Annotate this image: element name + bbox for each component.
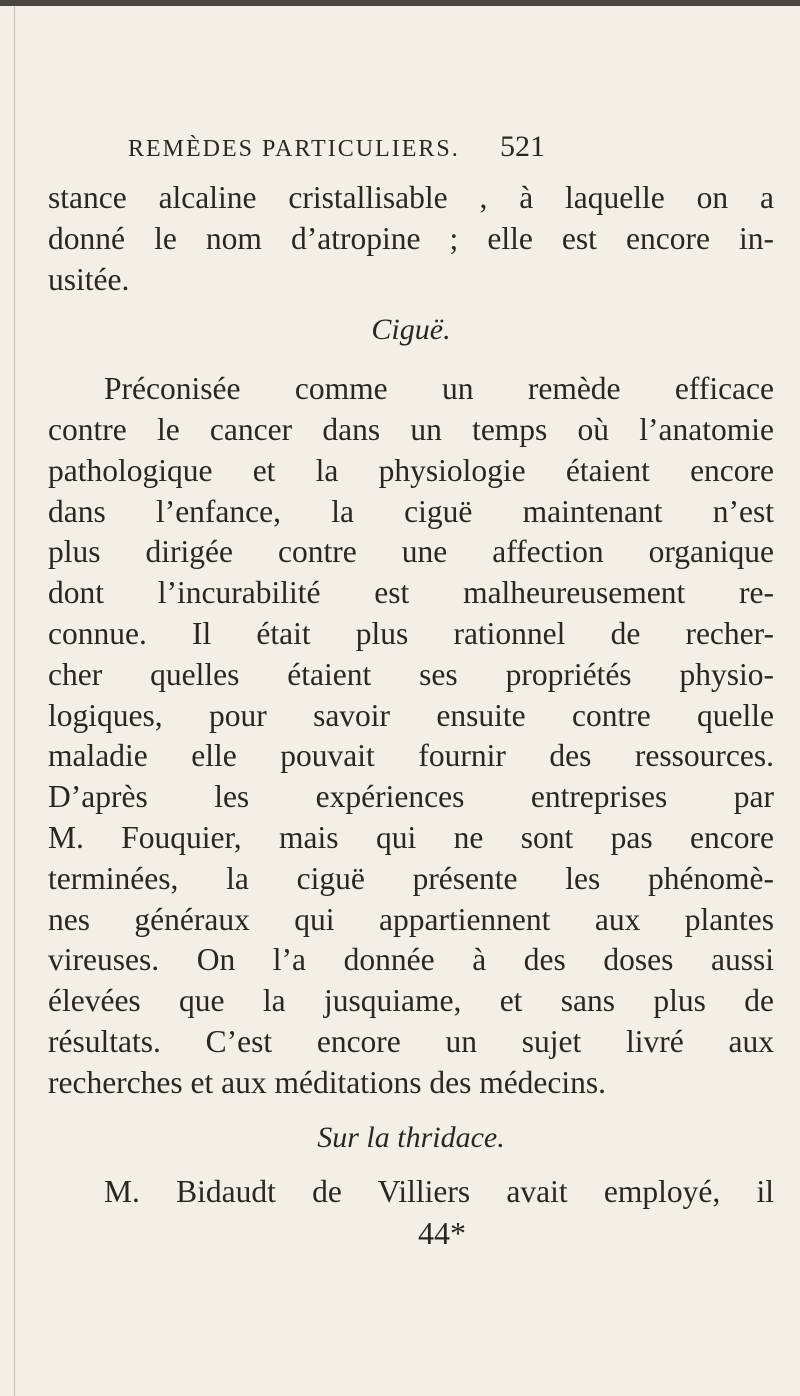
text-line: vireuses. On l’a donnée à des doses aussi	[48, 942, 774, 978]
body-text	[48, 178, 774, 1253]
text-line: nes généraux qui appartiennent aux plantes	[48, 901, 774, 937]
text-line: M. Bidaudt de Villiers avait employé, il	[104, 1174, 774, 1210]
text-line: M. Fouquier, mais qui ne sont pas encore	[48, 819, 774, 855]
text-line: maladie elle pouvait fournir des ressources.	[48, 738, 774, 774]
page-left-edge	[14, 6, 15, 1396]
running-title: REMÈDES PARTICULIERS.	[128, 136, 460, 162]
text-line: pathologique et la physiologie étaient encore	[48, 452, 774, 488]
text-line: cher quelles étaient ses propriétés physio-	[48, 656, 774, 692]
text-line: résultats. C’est encore un sujet livré aux	[48, 1023, 774, 1059]
text-line: dans l’enfance, la ciguë maintenant n’est	[48, 493, 774, 529]
paragraph-1	[48, 178, 774, 300]
text-line: terminées, la ciguë présente les phénomè-	[48, 860, 774, 896]
text-line: logiques, pour savoir ensuite contre quelle	[48, 697, 774, 733]
paragraph-2	[48, 369, 774, 1103]
text-line: recherches et aux méditations des médecins.	[48, 1064, 607, 1100]
text-line: usitée.	[48, 261, 130, 297]
book-page	[48, 130, 774, 1253]
text-line: donné le nom d’atropine ; elle est encore in-	[48, 220, 774, 256]
section-heading-thridace: Sur la thridace.	[317, 1120, 505, 1154]
text-line: connue. Il était plus rationnel de recher-	[48, 615, 774, 651]
text-line: plus dirigée contre une affection organique	[48, 534, 774, 570]
text-line: dont l’incurabilité est malheureusement re-	[48, 575, 774, 611]
text-line: stance alcaline cristallisable , à laquelle on a	[48, 180, 774, 215]
page-number: 521	[500, 130, 545, 163]
text-line: contre le cancer dans un temps où l’anatomie	[48, 411, 774, 447]
text-line: élevées que la jusquiame, et sans plus de	[48, 983, 774, 1019]
running-head	[48, 130, 774, 178]
text-line: D’après les expériences entreprises par	[48, 779, 774, 815]
text-line: Préconisée comme un remède efficace	[104, 371, 774, 407]
paragraph-3	[48, 1172, 774, 1213]
section-heading-cigue: Ciguë.	[371, 313, 451, 347]
signature-mark: 44*	[418, 1215, 466, 1252]
page-top-edge	[0, 0, 800, 6]
